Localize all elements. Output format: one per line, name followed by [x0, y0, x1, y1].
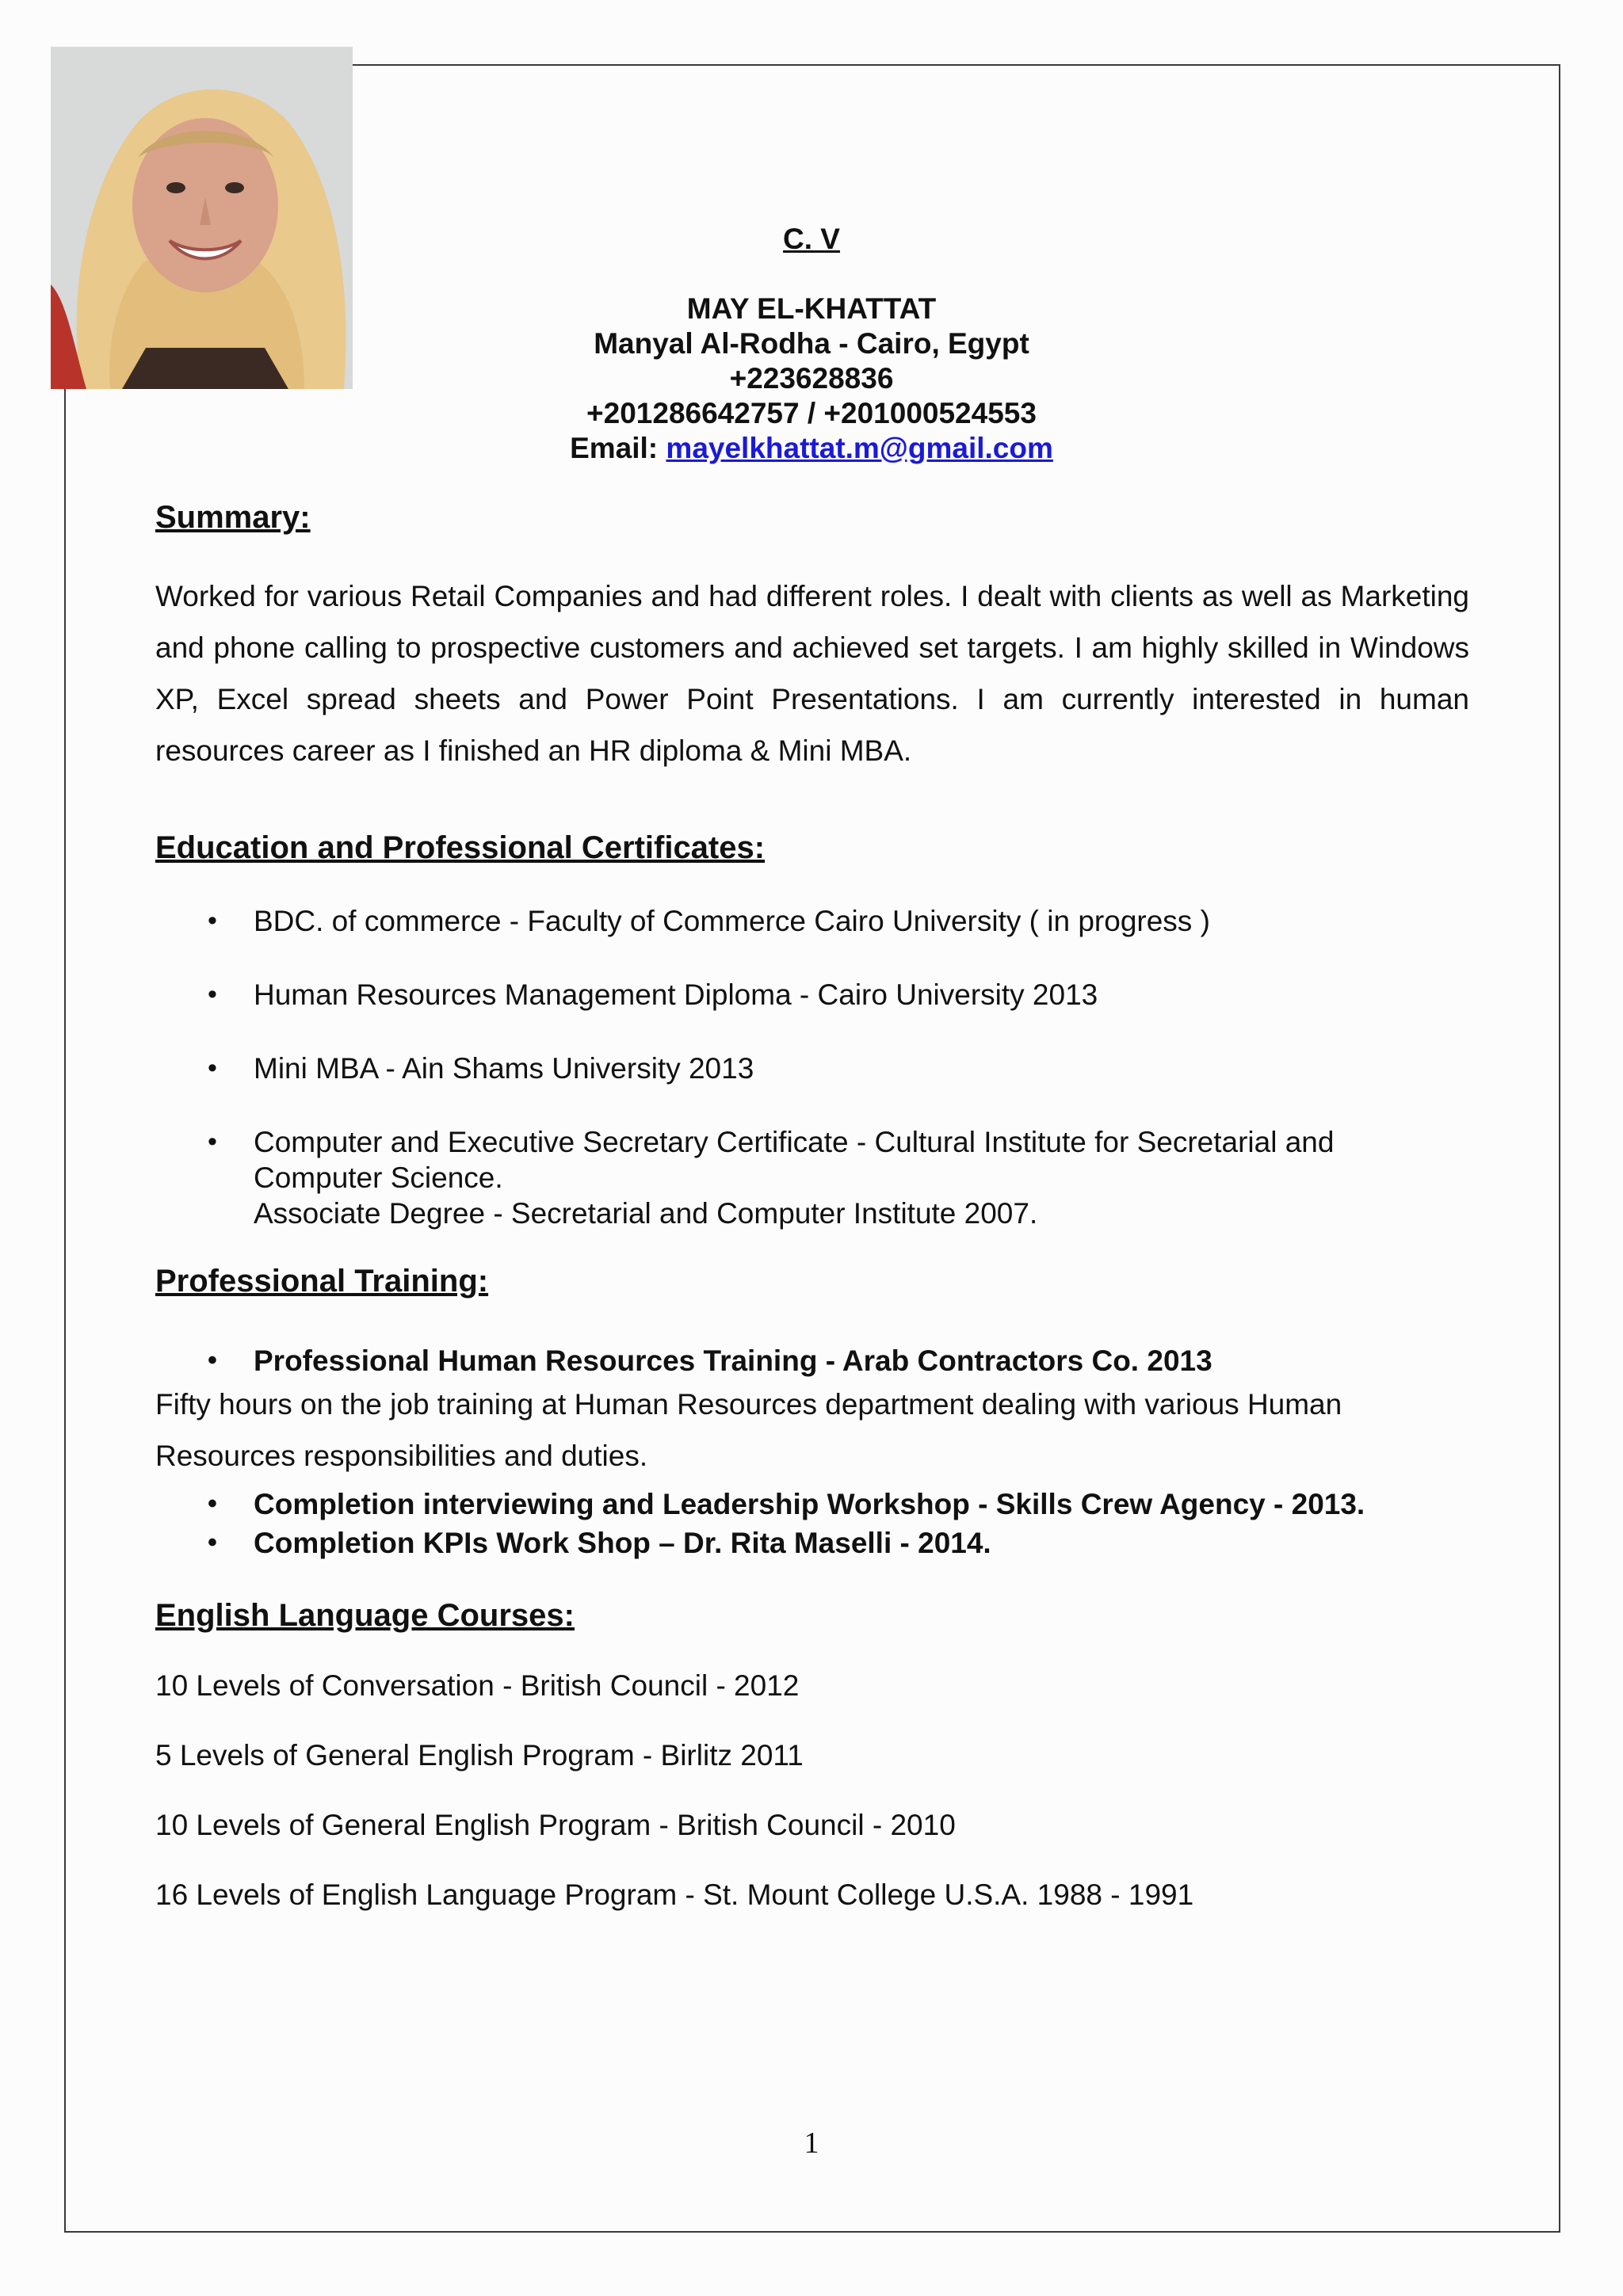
summary-text: Worked for various Retail Companies and had different roles. I dealt with clients as well as Marketing and phone calling to prospective customers and achieved set targets. I am highly skilled in Windows XP, Excel spread sheets and Power Point Presentations. I am currently interested in human resources career as I finished an HR diploma & Mini MBA.: [155, 580, 1469, 767]
candidate-name: MAY EL-KHATTAT: [686, 292, 937, 325]
english-heading: English Language Courses:: [155, 1598, 575, 1633]
english-courses-list: [155, 1668, 1193, 1947]
bullet-icon: •: [208, 1053, 217, 1083]
candidate-email-line: [0, 431, 1623, 466]
email-label: Email:: [570, 432, 666, 464]
bullet-icon: •: [208, 1345, 217, 1375]
email-link[interactable]: mayelkhattat.m@gmail.com: [666, 432, 1053, 464]
education-item: [155, 977, 1487, 1013]
candidate-mobiles: +201286642757 / +201000524553: [586, 397, 1037, 429]
training-item: [155, 1343, 1503, 1379]
training-block: [155, 1343, 1503, 1561]
education-item-text: Human Resources Management Diploma - Cairo University 2013: [254, 978, 1098, 1011]
page-number: 1: [804, 2126, 819, 2160]
education-list: [155, 903, 1487, 1269]
training-description: Fifty hours on the job training at Human Resources department dealing with various Human Resources responsibilities and duties.: [155, 1388, 1342, 1472]
education-item-text: BDC. of commerce - Faculty of Commerce Cairo University ( in progress ): [254, 905, 1210, 937]
training-heading: Professional Training:: [155, 1264, 489, 1299]
education-item-text: Mini MBA - Ain Shams University 2013: [254, 1052, 754, 1085]
education-item-text-degree: Associate Degree - Secretarial and Computer Institute 2007.: [254, 1197, 1038, 1230]
bullet-icon: •: [208, 979, 217, 1009]
education-item-text: Computer and Executive Secretary Certificate - Cultural Institute for Secretarial and: [254, 1126, 1335, 1158]
summary-heading: Summary:: [155, 500, 311, 535]
bullet-icon: •: [208, 906, 217, 936]
english-course-item: 16 Levels of English Language Program - St. Mount College U.S.A. 1988 - 1991: [155, 1878, 1194, 1911]
candidate-address: Manyal Al-Rodha - Cairo, Egypt: [594, 327, 1029, 360]
bullet-icon: •: [208, 1489, 217, 1519]
education-item: [155, 1124, 1487, 1231]
cv-header: [0, 222, 1623, 466]
bullet-icon: •: [208, 1127, 217, 1157]
training-item: [155, 1486, 1503, 1522]
training-item-text: Professional Human Resources Training - Arab Contractors Co. 2013: [254, 1344, 1212, 1377]
training-item-text: Completion KPIs Work Shop – Dr. Rita Maselli - 2014.: [254, 1527, 991, 1559]
bullet-icon: •: [208, 1527, 217, 1558]
english-course-item: 5 Levels of General English Program - Birlitz 2011: [155, 1739, 804, 1772]
education-item-text-cont: Computer Science.: [254, 1161, 503, 1194]
training-item: [155, 1525, 1503, 1561]
candidate-landline: +223628836: [729, 362, 894, 395]
training-item-text: Completion interviewing and Leadership Workshop - Skills Crew Agency - 2013.: [254, 1488, 1365, 1520]
education-item: [155, 903, 1487, 939]
education-heading: Education and Professional Certificates:: [155, 830, 766, 865]
english-course-item: 10 Levels of General English Program - British Council - 2010: [155, 1809, 956, 1841]
english-course-item: 10 Levels of Conversation - British Council - 2012: [155, 1669, 800, 1702]
cv-title: C. V: [783, 223, 840, 255]
education-item: [155, 1051, 1487, 1086]
